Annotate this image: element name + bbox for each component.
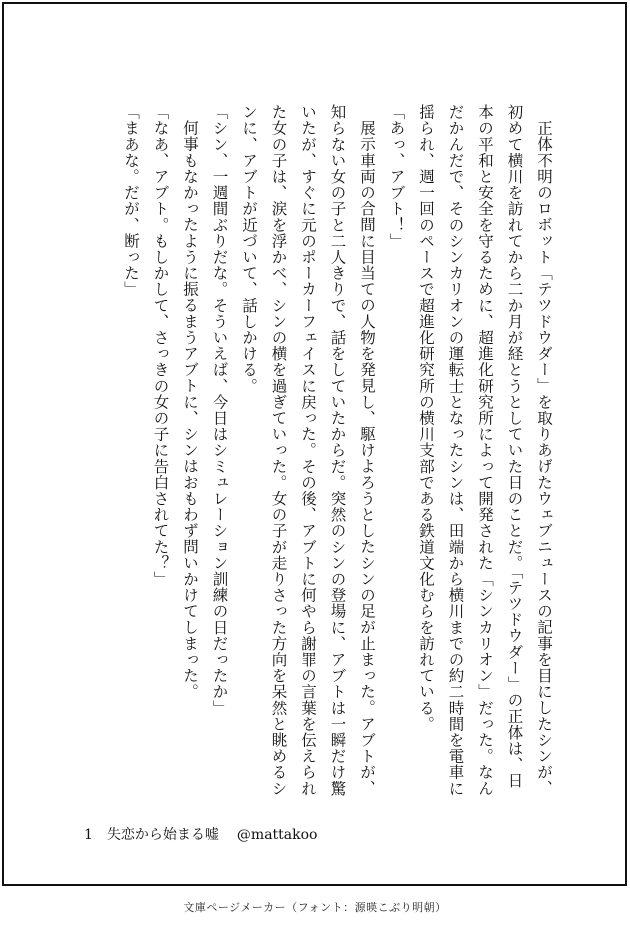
dialogue-abuto-2: 「まあな。だが、断った」 (122, 104, 140, 298)
dialogue-abuto-1: 「シン、一週間ぶりだな。そういえば、今日はシミュレーション訓練の日だったか」 (210, 104, 229, 716)
paragraph-narration-1: 正体不明のロボット「テツドウダー」を取りあげたウェブニュースの記事を目にしたシンが、初めて横川を訪れてから二か月が経とうとしていた日のことだ。「テツドウダー」の正体は、日本の平和と安全を守るために、超進化研究所によって開発された「シンカリオン」だった。なんだかんだで、そのシンカリオンの運転士となったシンは、田端から横川までの約二時間を電車に揺られ、週一回のペースで超進化研究所の横川支部である鉄道文化むらを訪れている。 (417, 104, 553, 797)
dialogue-shin-1: 「あっ、アブト！」 (387, 104, 406, 249)
page-number: 1 (84, 827, 93, 843)
page-footer (84, 824, 317, 844)
chapter-title: 失恋から始まる嘘 (106, 827, 219, 843)
generator-credit: 文庫ページメーカー（フォント：源暎こぶり明朝） (183, 901, 447, 914)
paragraph-narration-3: 何事もなかったように振るまうアブトに、シンはおもわず問いかけてしまった。 (181, 119, 199, 700)
paragraph-narration-2: 展示車両の合間に目当ての人物を発見し、駆けよろうとしたシンの足が止まった。アブトが、知らない女の子と二人きりで、話をしていたからだ。突然のシンの登場に、アブトは一瞬だけ驚いたが、すぐに元のポーカーフェイスに戻った。その後、アブトに何やら謝罪の言葉を伝えられた女の子は、涙を浮かべ、シンの横を過ぎていった。女の子が走りさった方向を呆然と眺めるシンに、アブトが近づいて、話しかける。 (240, 104, 376, 797)
page-frame (2, 2, 627, 886)
vertical-text-body (82, 104, 558, 804)
author-handle: @mattakoo (236, 827, 318, 843)
dialogue-shin-2: 「なあ、アブト。もしかして、さっきの女の子に告白されてた？」 (151, 104, 170, 587)
